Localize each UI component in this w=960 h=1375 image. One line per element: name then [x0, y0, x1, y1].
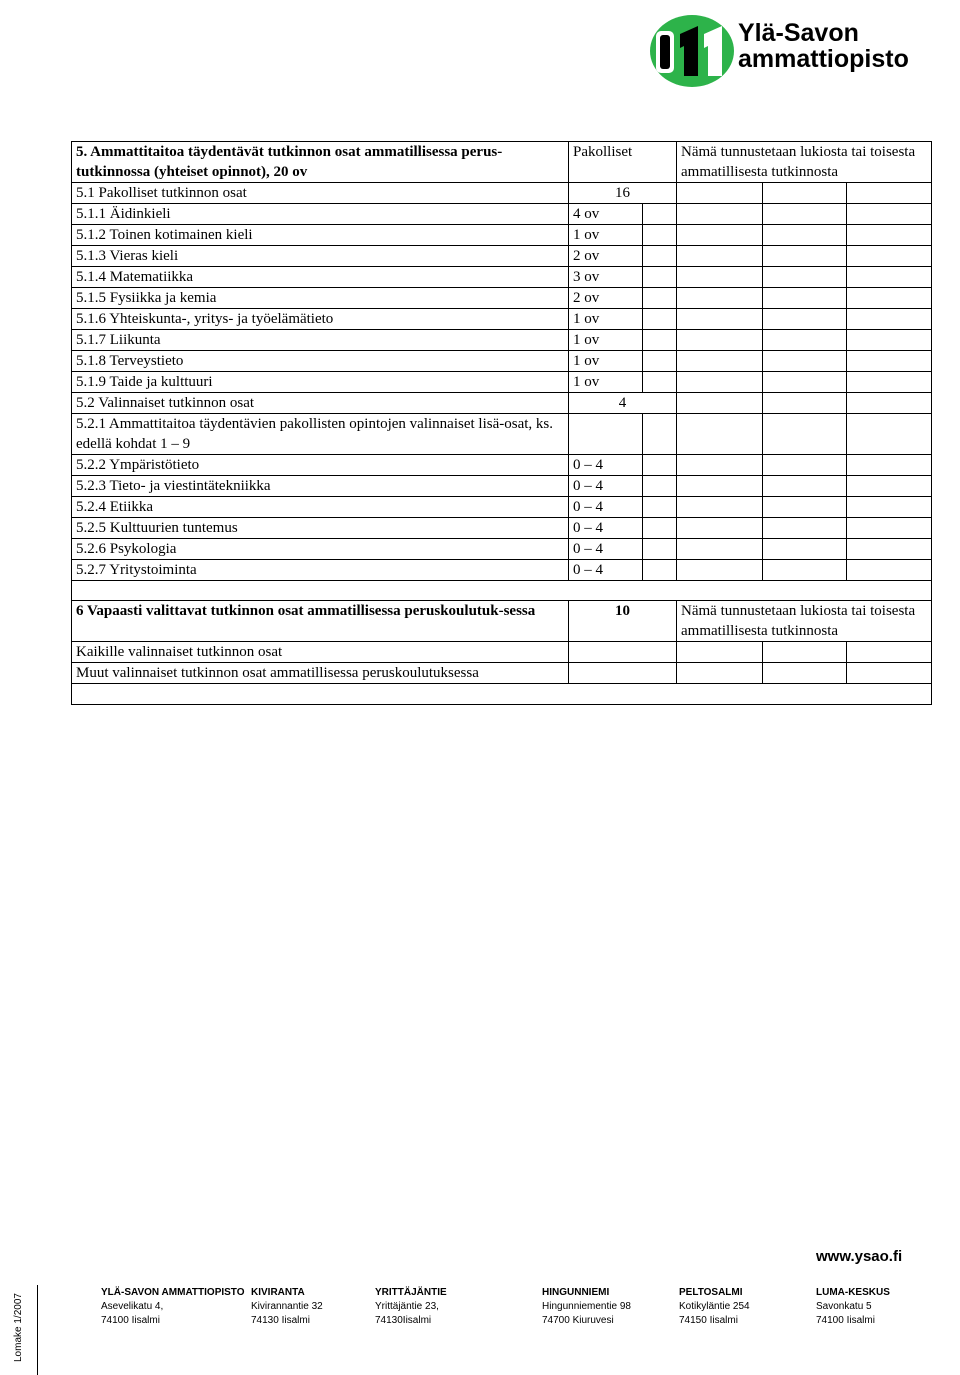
table-row — [72, 476, 932, 497]
footer-addr2: 74700 Kiuruvesi — [542, 1315, 614, 1326]
section5-note: Nämä tunnustetaan lukiosta tai toisesta ammatillisesta tutkinnosta — [677, 142, 932, 183]
row-label: 5.1.5 Fysiikka ja kemia — [72, 288, 569, 309]
row-label: 5.1.6 Yhteiskunta-, yritys- ja työelämätieto — [72, 309, 569, 330]
footer-addr2: 74100 Iisalmi — [816, 1315, 875, 1326]
row-value: 1 ov — [569, 372, 643, 393]
row-label: 5.1.3 Vieras kieli — [72, 246, 569, 267]
table-row — [72, 372, 932, 393]
section5-title: 5. Ammattitaitoa täydentävät tutkinnon osat ammatillisessa perus-tutkinnossa (yhteiset opinnot), 20 ov — [72, 142, 569, 183]
row-value: 0 – 4 — [569, 497, 643, 518]
section6-value: 10 — [569, 601, 677, 642]
table-row — [72, 393, 932, 414]
section6-header-row — [72, 601, 932, 642]
table-row — [72, 642, 932, 663]
section5-col-header: Pakolliset — [569, 142, 677, 183]
footer-addr1: Kivirannantie 32 — [251, 1301, 323, 1312]
row-label: 5.2.6 Psykologia — [72, 539, 569, 560]
logo-text — [738, 20, 909, 72]
table-row — [72, 518, 932, 539]
course-table — [71, 141, 932, 705]
row-label: Kaikille valinnaiset tutkinnon osat — [72, 642, 569, 663]
table-row — [72, 246, 932, 267]
row-label: 5.1.7 Liikunta — [72, 330, 569, 351]
footer-addr1: Hingunniementie 98 — [542, 1301, 631, 1312]
footer-addr1: Yrittäjäntie 23, — [375, 1301, 439, 1312]
section6-note: Nämä tunnustetaan lukiosta tai toisesta ammatillisesta tutkinnosta — [677, 601, 932, 642]
table-row — [72, 351, 932, 372]
row-label: 5.1.2 Toinen kotimainen kieli — [72, 225, 569, 246]
footer-addr2: 74130 Iisalmi — [251, 1315, 310, 1326]
table-row — [72, 455, 932, 476]
row-label: 5.1.9 Taide ja kulttuuri — [72, 372, 569, 393]
footer-column — [816, 1286, 890, 1328]
logo-line2: ammattiopisto — [738, 45, 909, 73]
footer-name: YRITTÄJÄNTIE — [375, 1287, 447, 1298]
row-value: 2 ov — [569, 246, 643, 267]
footer-addr1: Asevelikatu 4, — [101, 1301, 164, 1312]
footer-column — [679, 1286, 750, 1328]
table-row — [72, 414, 932, 455]
row-label: 5.2.5 Kulttuurien tuntemus — [72, 518, 569, 539]
table-row — [72, 663, 932, 684]
row-value: 1 ov — [569, 225, 643, 246]
footer-name: PELTOSALMI — [679, 1287, 743, 1298]
logo-mark-icon — [648, 12, 738, 90]
footer-name: HINGUNNIEMI — [542, 1287, 610, 1298]
form-id: Lomake 1/2007 — [13, 1293, 24, 1362]
row-label: 5.2.4 Etiikka — [72, 497, 569, 518]
row-label: 5.1.4 Matematiikka — [72, 267, 569, 288]
row-label: 5.2.2 Ympäristötieto — [72, 455, 569, 476]
row-value: 2 ov — [569, 288, 643, 309]
table-row — [72, 225, 932, 246]
table-row — [72, 183, 932, 204]
footer-addr2: 74150 Iisalmi — [679, 1315, 738, 1326]
footer-divider — [37, 1285, 38, 1375]
table-row — [72, 267, 932, 288]
section5-header-row — [72, 142, 932, 183]
section6-title: 6 Vapaasti valittavat tutkinnon osat ammatillisessa peruskoulutuk-sessa — [72, 601, 569, 642]
row-value: 4 — [569, 393, 677, 414]
row-label: 5.2.1 Ammattitaitoa täydentävien pakollisten opintojen valinnaiset lisä-osat, ks. edellä kohdat 1 – 9 — [72, 414, 569, 455]
row-value: 16 — [569, 183, 677, 204]
row-value: 0 – 4 — [569, 539, 643, 560]
spacer-row — [72, 581, 932, 601]
row-label: 5.2 Valinnaiset tutkinnon osat — [72, 393, 569, 414]
footer-column — [375, 1286, 447, 1328]
row-value: 0 – 4 — [569, 560, 643, 581]
row-value: 1 ov — [569, 309, 643, 330]
row-value: 0 – 4 — [569, 476, 643, 497]
table-row — [72, 539, 932, 560]
table-row — [72, 309, 932, 330]
row-value: 0 – 4 — [569, 455, 643, 476]
footer-column — [542, 1286, 631, 1328]
row-label: 5.1.1 Äidinkieli — [72, 204, 569, 225]
row-label: 5.2.3 Tieto- ja viestintätekniikka — [72, 476, 569, 497]
footer-addr2: 74100 Iisalmi — [101, 1315, 160, 1326]
website-url[interactable]: www.ysao.fi — [816, 1248, 903, 1265]
footer-addr1: Savonkatu 5 — [816, 1301, 872, 1312]
row-label: 5.1 Pakolliset tutkinnon osat — [72, 183, 569, 204]
table-row — [72, 330, 932, 351]
row-label: 5.2.7 Yritystoiminta — [72, 560, 569, 581]
footer-addr2: 74130Iisalmi — [375, 1315, 432, 1326]
footer-name: LUMA-KESKUS — [816, 1287, 890, 1298]
table-row — [72, 204, 932, 225]
row-value: 1 ov — [569, 351, 643, 372]
row-value: 4 ov — [569, 204, 643, 225]
footer-column — [101, 1286, 245, 1328]
row-value: 3 ov — [569, 267, 643, 288]
row-value: 0 – 4 — [569, 518, 643, 539]
empty-row — [72, 684, 932, 705]
row-label: 5.1.8 Terveystieto — [72, 351, 569, 372]
footer-name: KIVIRANTA — [251, 1287, 305, 1298]
footer-column — [251, 1286, 323, 1328]
table-row — [72, 288, 932, 309]
logo-line1: Ylä-Savon — [738, 19, 859, 47]
footer-addr1: Kotikyläntie 254 — [679, 1301, 750, 1312]
row-value — [569, 414, 643, 455]
table-row — [72, 560, 932, 581]
row-label: Muut valinnaiset tutkinnon osat ammatillisessa peruskoulutuksessa — [72, 663, 569, 684]
row-value: 1 ov — [569, 330, 643, 351]
table-row — [72, 497, 932, 518]
footer-name: YLÄ-SAVON AMMATTIOPISTO — [101, 1287, 245, 1298]
